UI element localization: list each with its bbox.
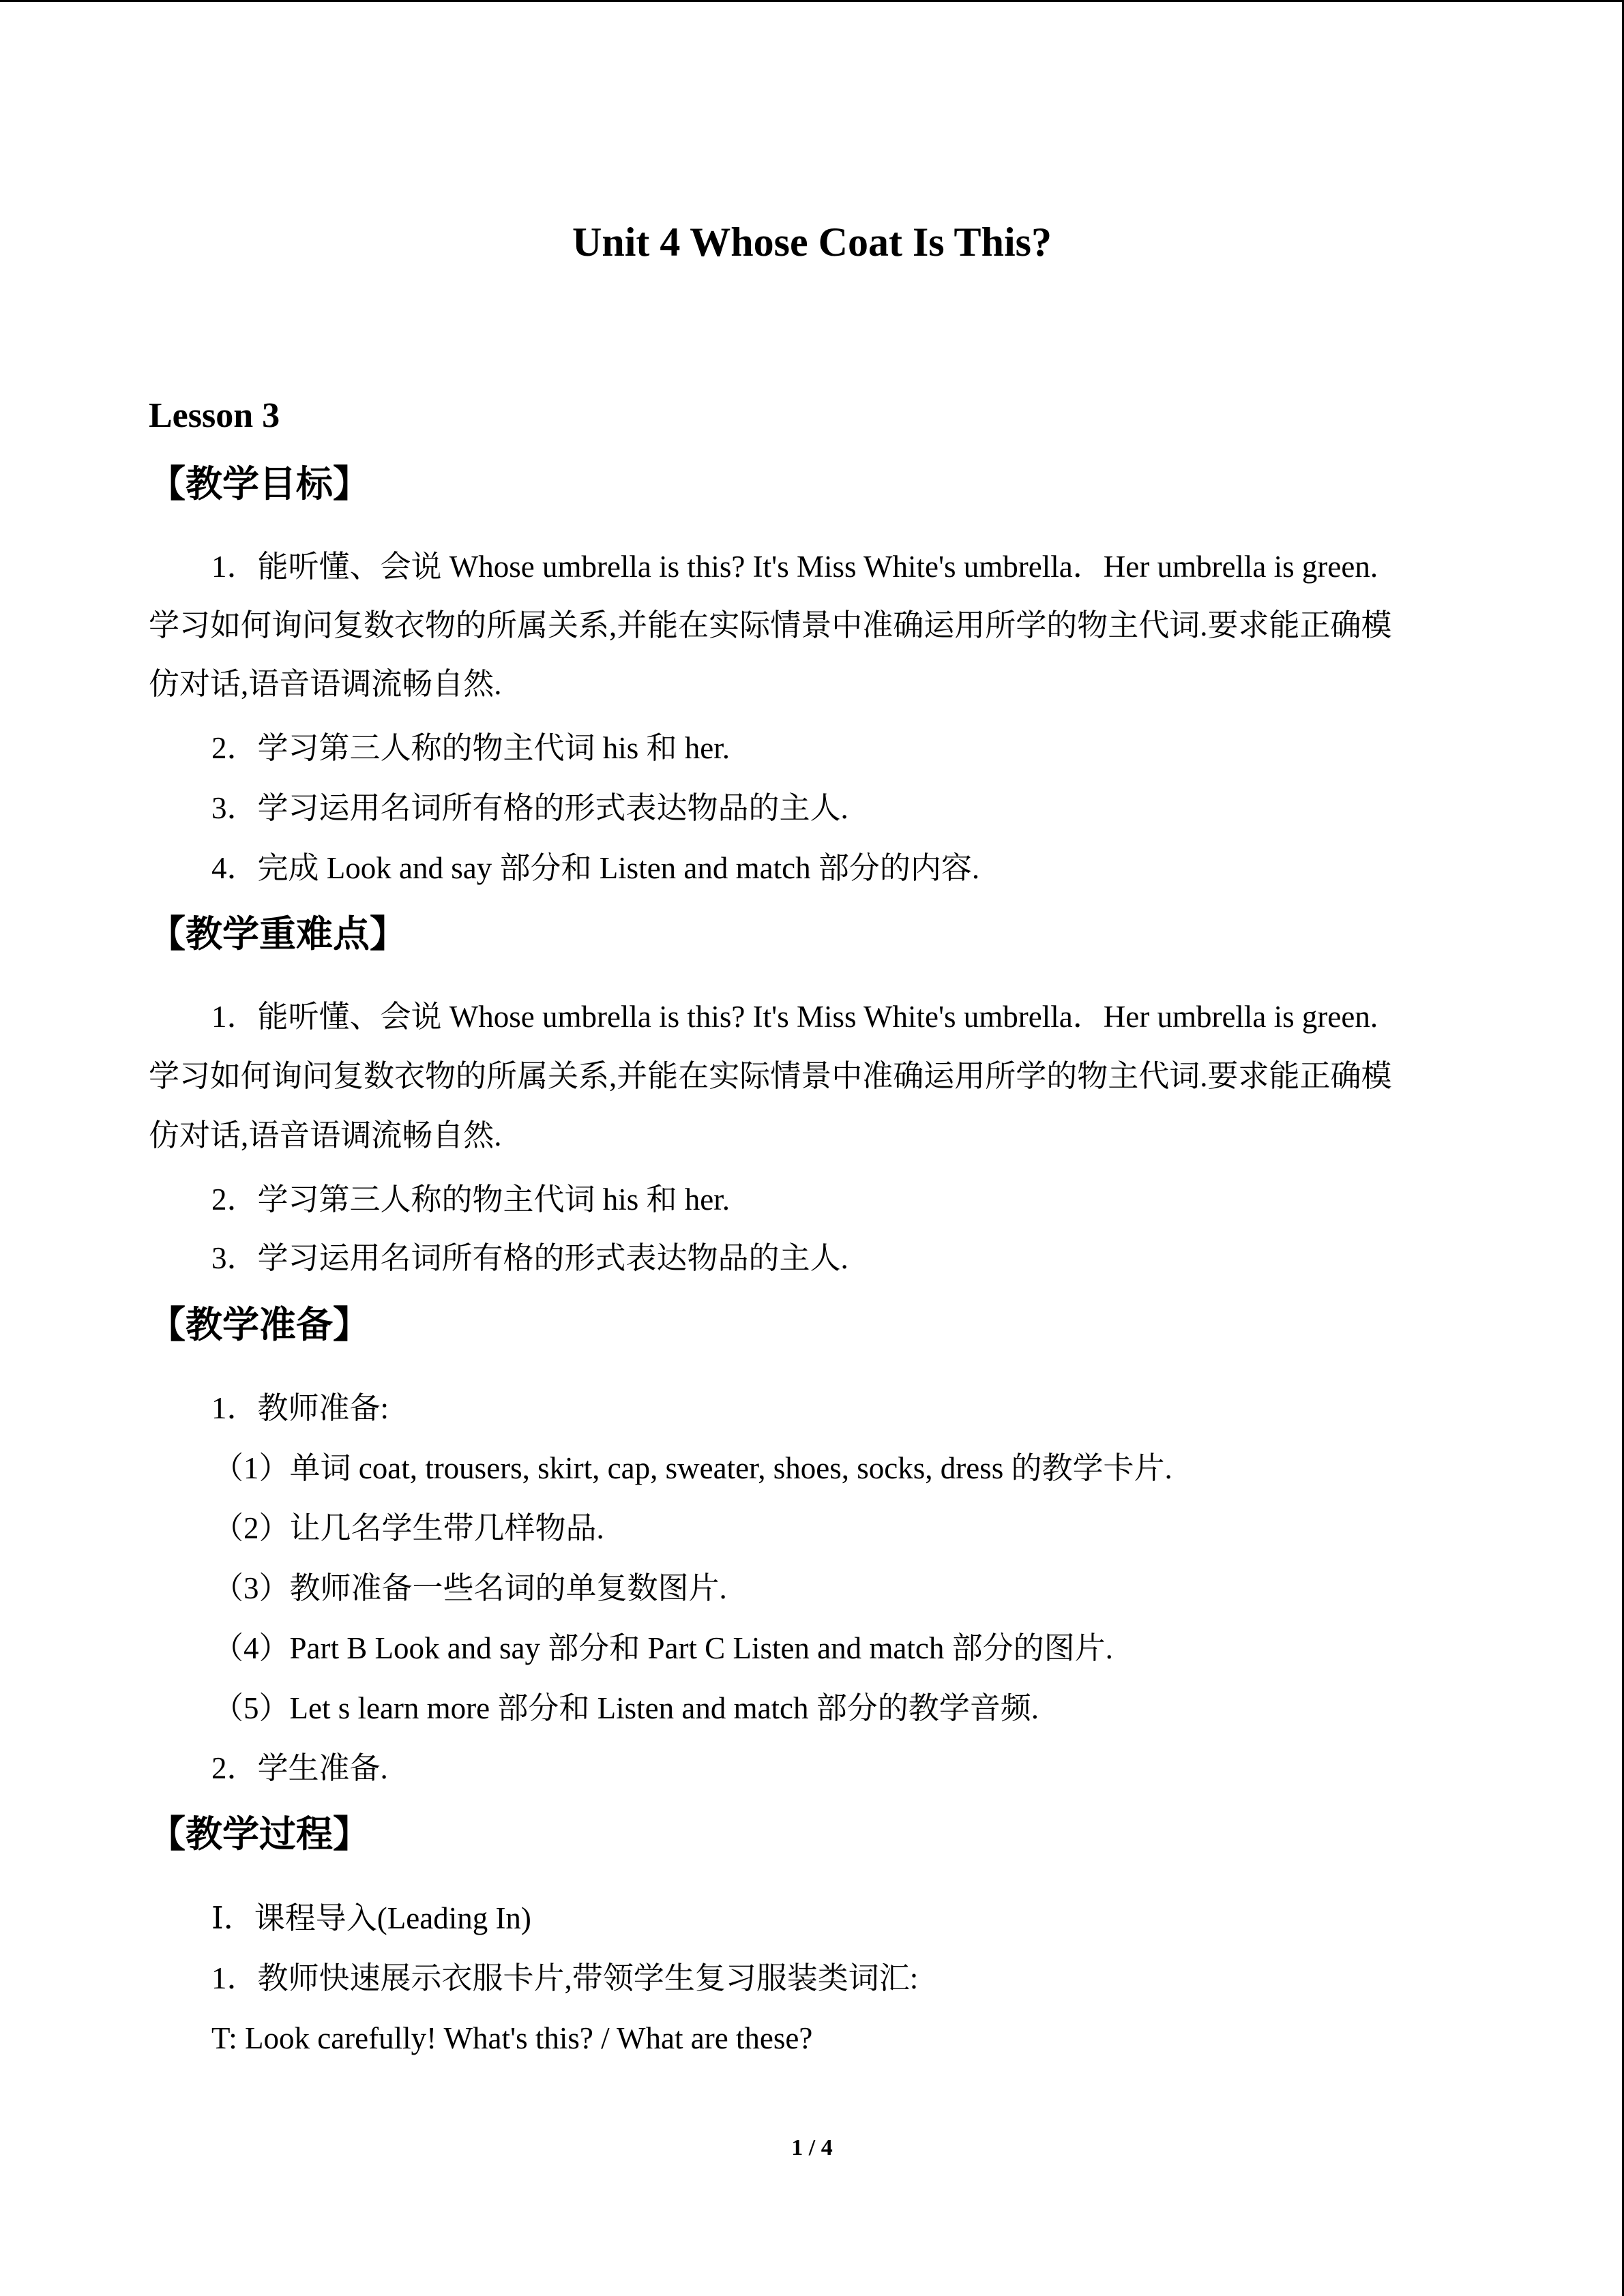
preparation-sub5: （5）Let s learn more 部分和 Listen and match 部分的教学音频. bbox=[213, 1691, 1039, 1725]
key-points-heading: 【教学重难点】 bbox=[149, 912, 407, 955]
objectives-item4: 4．完成 Look and say 部分和 Listen and match 部分的内容. bbox=[211, 851, 980, 885]
document-title: Unit 4 Whose Coat Is This? bbox=[572, 220, 1052, 265]
objectives-heading: 【教学目标】 bbox=[149, 462, 370, 505]
lesson-label: Lesson 3 bbox=[149, 396, 280, 435]
objectives-item1-line3: 仿对话,语音语调流畅自然. bbox=[149, 667, 502, 701]
preparation-heading: 【教学准备】 bbox=[149, 1303, 370, 1346]
key-points-item1-line1: 1．能听懂、会说 Whose umbrella is this? It's Miss White's umbrella．Her umbrella is green. bbox=[211, 1000, 1378, 1034]
process-heading: 【教学过程】 bbox=[149, 1813, 370, 1855]
objectives-item1-line2: 学习如何询问复数衣物的所属关系,并能在实际情景中准确运用所学的物主代词.要求能正确模 bbox=[149, 608, 1392, 642]
key-points-item2: 2．学习第三人称的物主代词 his 和 her. bbox=[211, 1182, 730, 1217]
objectives-item1-line1: 1．能听懂、会说 Whose umbrella is this? It's Miss White's umbrella．Her umbrella is green. bbox=[211, 550, 1378, 584]
objectives-item2: 2．学习第三人称的物主代词 his 和 her. bbox=[211, 731, 730, 765]
key-points-item1-line2: 学习如何询问复数衣物的所属关系,并能在实际情景中准确运用所学的物主代词.要求能正确模 bbox=[149, 1059, 1392, 1093]
preparation-sub4: （4）Part B Look and say 部分和 Part C Listen and match 部分的图片. bbox=[213, 1631, 1113, 1665]
process-step1: 1．教师快速展示衣服卡片,带领学生复习服装类词汇: bbox=[211, 1961, 919, 1995]
preparation-sub3: （3）教师准备一些名词的单复数图片. bbox=[213, 1571, 727, 1605]
preparation-sub2: （2）让几名学生带几样物品. bbox=[213, 1511, 604, 1545]
page-number: 1 / 4 bbox=[791, 2135, 833, 2160]
preparation-item1: 1．教师准备: bbox=[211, 1391, 389, 1425]
preparation-item2: 2．学生准备. bbox=[211, 1751, 388, 1785]
process-dialog1: T: Look carefully! What's this? / What are these? bbox=[211, 2021, 813, 2055]
objectives-item3: 3．学习运用名词所有格的形式表达物品的主人. bbox=[211, 791, 848, 825]
process-part1: Ⅰ．课程导入(Leading In) bbox=[211, 1901, 531, 1935]
key-points-item1-line3: 仿对话,语音语调流畅自然. bbox=[149, 1118, 502, 1152]
key-points-item3: 3．学习运用名词所有格的形式表达物品的主人. bbox=[211, 1241, 848, 1275]
preparation-sub1: （1）单词 coat, trousers, skirt, cap, sweater, shoes, socks, dress 的教学卡片. bbox=[213, 1451, 1172, 1485]
page-border-top bbox=[0, 0, 1624, 2]
